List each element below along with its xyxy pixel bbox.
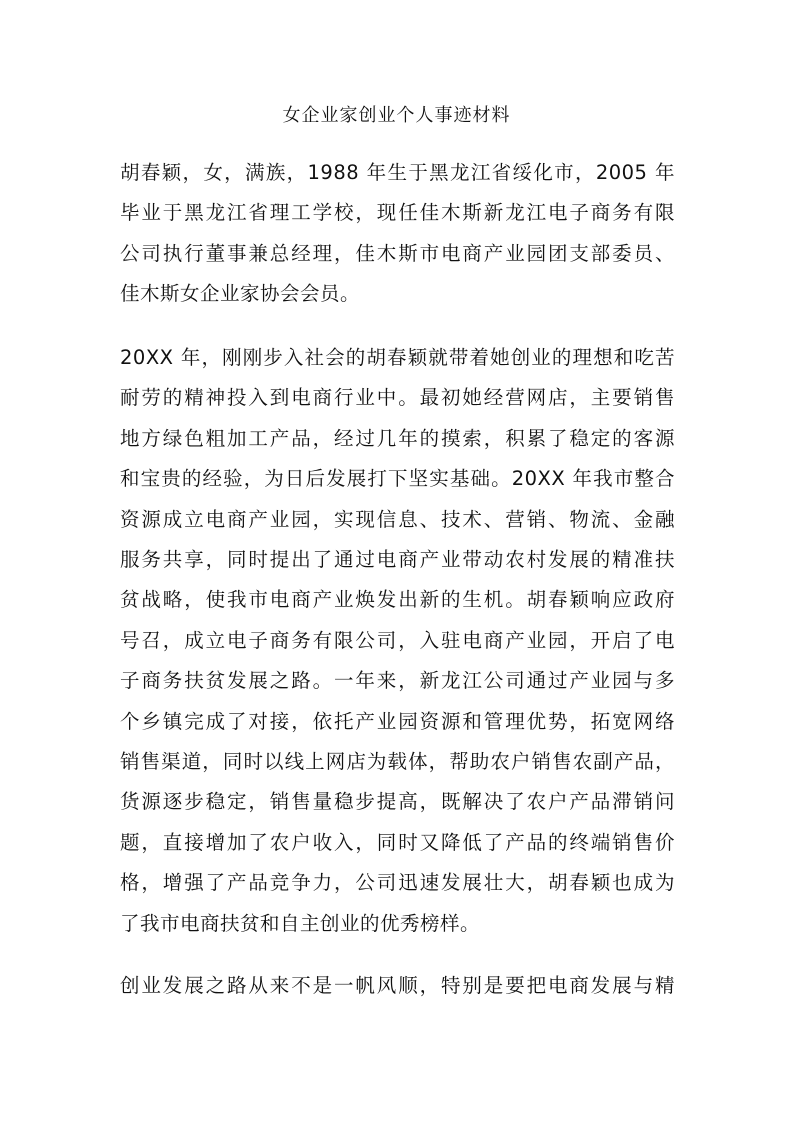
paragraph-line: 销售渠道，同时以线上网店为载体，帮助农户销售农副产品， [120,750,675,774]
paragraph-line: 个乡镇完成了对接，依托产业园资源和管理优势，拓宽网络 [120,709,675,733]
paragraph-line: 资源成立电商产业园，实现信息、技术、营销、物流、金融 [120,507,675,531]
paragraph-line: 货源逐步稳定，销售量稳步提高，既解决了农户产品滞销问 [120,790,675,814]
paragraph-line: 格，增强了产品竞争力，公司迅速发展壮大，胡春颖也成为 [120,871,675,895]
document-title: 女企业家创业个人事迹材料 [282,105,511,126]
paragraph-line: 了我市电商扶贫和自主创业的优秀榜样。 [120,911,481,935]
paragraph-line: 胡春颖，女，满族，1988 年生于黑龙江省绥化市，2005 年 [120,161,675,184]
paragraph-line: 创业发展之路从来不是一帆风顺，特别是要把电商发展与精 [120,974,675,997]
paragraph-3 [120,966,675,1006]
paragraph-2 [120,338,675,944]
paragraph-line: 耐劳的精神投入到电商行业中。最初她经营网店，主要销售 [120,386,675,410]
paragraph-line: 服务共享，同时提出了通过电商产业带动农村发展的精准扶 [120,548,675,572]
paragraph-line: 地方绿色粗加工产品，经过几年的摸索，积累了稳定的客源 [120,426,675,450]
paragraph-line: 子商务扶贫发展之路。一年来，新龙江公司通过产业园与多 [120,669,675,693]
paragraph-line: 号召，成立电子商务有限公司，入驻电商产业园，开启了电 [120,628,675,652]
paragraph-line: 贫战略，使我市电商产业焕发出新的生机。胡春颖响应政府 [120,588,675,612]
paragraph-line: 毕业于黑龙江省理工学校，现任佳木斯新龙江电子商务有限 [120,201,675,225]
paragraph-line: 和宝贵的经验，为日后发展打下坚实基础。20XX 年我市整合 [120,467,675,491]
paragraph-1 [120,153,675,315]
paragraph-line: 题，直接增加了农户收入，同时又降低了产品的终端销售价 [120,830,675,854]
paragraph-line: 佳木斯女企业家协会会员。 [120,282,361,306]
paragraph-line: 公司执行董事兼总经理，佳木斯市电商产业园团支部委员、 [120,241,675,265]
paragraph-line: 20XX 年，刚刚步入社会的胡春颖就带着她创业的理想和吃苦 [120,346,675,369]
